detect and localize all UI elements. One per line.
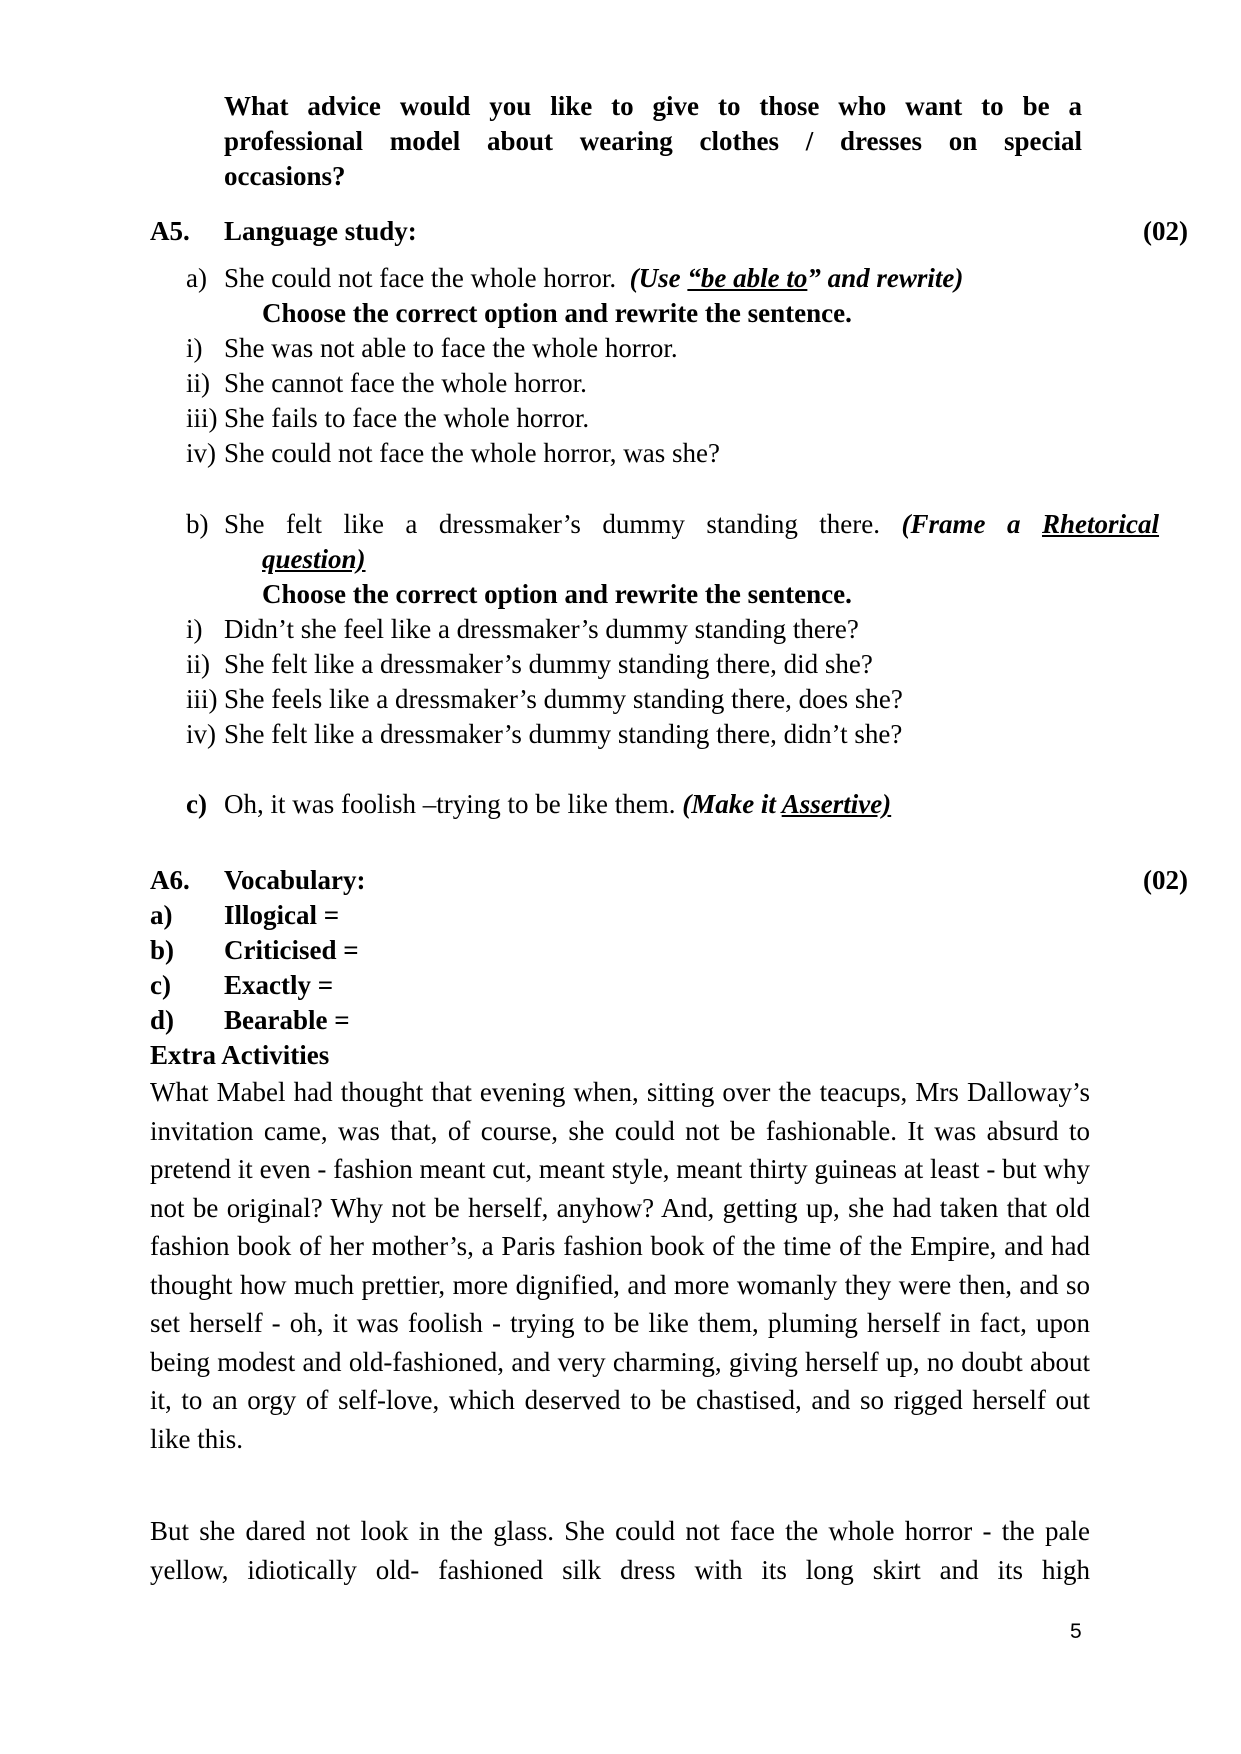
a5-b-instruction-continued: question) bbox=[262, 544, 366, 574]
a5-a-option-text: She cannot face the whole horror. bbox=[224, 368, 587, 398]
intro-question-line-2: professional model about wearing clothes / dresses on special bbox=[224, 126, 1082, 156]
a6-item-label: b) bbox=[150, 935, 175, 965]
a5-b-choose-instruction: Choose the correct option and rewrite the sentence. bbox=[262, 579, 852, 609]
a5-c-question bbox=[224, 788, 891, 820]
a5-c-instruction-key: Assertive) bbox=[781, 789, 892, 819]
extra-activities-heading: Extra Activities bbox=[150, 1040, 330, 1070]
a5-a-instruction-end: ” and rewrite) bbox=[807, 263, 964, 293]
a6-number: A6. bbox=[150, 865, 190, 895]
a5-a-option-label: i) bbox=[186, 333, 203, 363]
a5-b-option-text: She felt like a dressmaker’s dummy standing there, didn’t she? bbox=[224, 719, 903, 749]
a5-a-instruction-key: “be able to bbox=[687, 263, 808, 293]
a6-item-word: Illogical = bbox=[224, 900, 340, 930]
a5-number: A5. bbox=[150, 216, 190, 246]
intro-question-line-1: What advice would you like to give to those who want to be a bbox=[224, 91, 1082, 121]
extract-paragraph-2: But she dared not look in the glass. She could not face the whole horror - the pale yellow, idiotically old- fashioned silk dress with its long skirt and its high bbox=[150, 1516, 1090, 1585]
a5-b-option-label: iii) bbox=[186, 684, 218, 714]
a5-b-option-text: She felt like a dressmaker’s dummy standing there, did she? bbox=[224, 649, 873, 679]
a6-title: Vocabulary: bbox=[224, 865, 366, 895]
a6-marks: (02) bbox=[1143, 865, 1188, 895]
a5-b-option-label: iv) bbox=[186, 719, 216, 749]
a5-b-option-text: Didn’t she feel like a dressmaker’s dummy standing there? bbox=[224, 614, 859, 644]
a6-item-label: c) bbox=[150, 970, 171, 1000]
a5-a-sentence: She could not face the whole horror. bbox=[224, 263, 617, 293]
a5-a-option-text: She could not face the whole horror, was she? bbox=[224, 438, 721, 468]
a6-item-word: Exactly = bbox=[224, 970, 334, 1000]
a5-b-sentence: She felt like a dressmaker’s dummy standing there. bbox=[224, 509, 881, 539]
a5-marks: (02) bbox=[1143, 216, 1188, 246]
extract-paragraph-1: What Mabel had thought that evening when, sitting over the teacups, Mrs Dalloway’s invitation came, was that, of course, she could not be fashionable. It was absurd to pretend it even - fashion meant cut, meant style, meant thirty guineas at least - but why not be original? Why not be herself, anyhow? And, getting up, she had taken that old fashion book of her mother’s, a Paris fashion book of the time of the Empire, and had thought how much prettier, more dignified, and more womanly they were then, and so set herself - oh, it was foolish - trying to be like them, pluming herself in fact, upon being modest and old-fashioned, and very charming, giving herself up, no doubt about it, to an orgy of self-love, which deserved to be chastised, and so rigged herself out like this. bbox=[150, 1077, 1090, 1454]
a5-b-question bbox=[224, 508, 1159, 540]
a5-c-label: c) bbox=[186, 789, 207, 819]
a5-b-instruction-start: (Frame a bbox=[901, 509, 1021, 539]
a5-a-label: a) bbox=[186, 263, 207, 293]
a6-item-word: Bearable = bbox=[224, 1005, 350, 1035]
intro-question-line-3: occasions? bbox=[224, 161, 346, 191]
a5-a-question bbox=[224, 262, 963, 294]
a5-title: Language study: bbox=[224, 216, 417, 246]
a5-c-instruction-start: (Make it bbox=[682, 789, 782, 819]
page-number: 5 bbox=[1070, 1620, 1082, 1643]
a6-item-label: a) bbox=[150, 900, 173, 930]
a5-c-sentence: Oh, it was foolish –trying to be like them. bbox=[224, 789, 676, 819]
a5-b-instruction-key: Rhetorical bbox=[1042, 509, 1160, 539]
a5-a-option-text: She fails to face the whole horror. bbox=[224, 403, 590, 433]
a6-item-label: d) bbox=[150, 1005, 175, 1035]
a5-b-option-label: i) bbox=[186, 614, 203, 644]
a5-a-option-label: ii) bbox=[186, 368, 210, 398]
a5-a-option-label: iii) bbox=[186, 403, 218, 433]
a5-a-option-text: She was not able to face the whole horror. bbox=[224, 333, 678, 363]
a5-b-option-label: ii) bbox=[186, 649, 210, 679]
a5-a-instruction-start: (Use bbox=[629, 263, 688, 293]
a5-b-option-text: She feels like a dressmaker’s dummy standing there, does she? bbox=[224, 684, 903, 714]
a5-a-choose-instruction: Choose the correct option and rewrite the sentence. bbox=[262, 298, 852, 328]
a6-item-word: Criticised = bbox=[224, 935, 359, 965]
a5-b-label: b) bbox=[186, 509, 209, 539]
a5-a-option-label: iv) bbox=[186, 438, 216, 468]
